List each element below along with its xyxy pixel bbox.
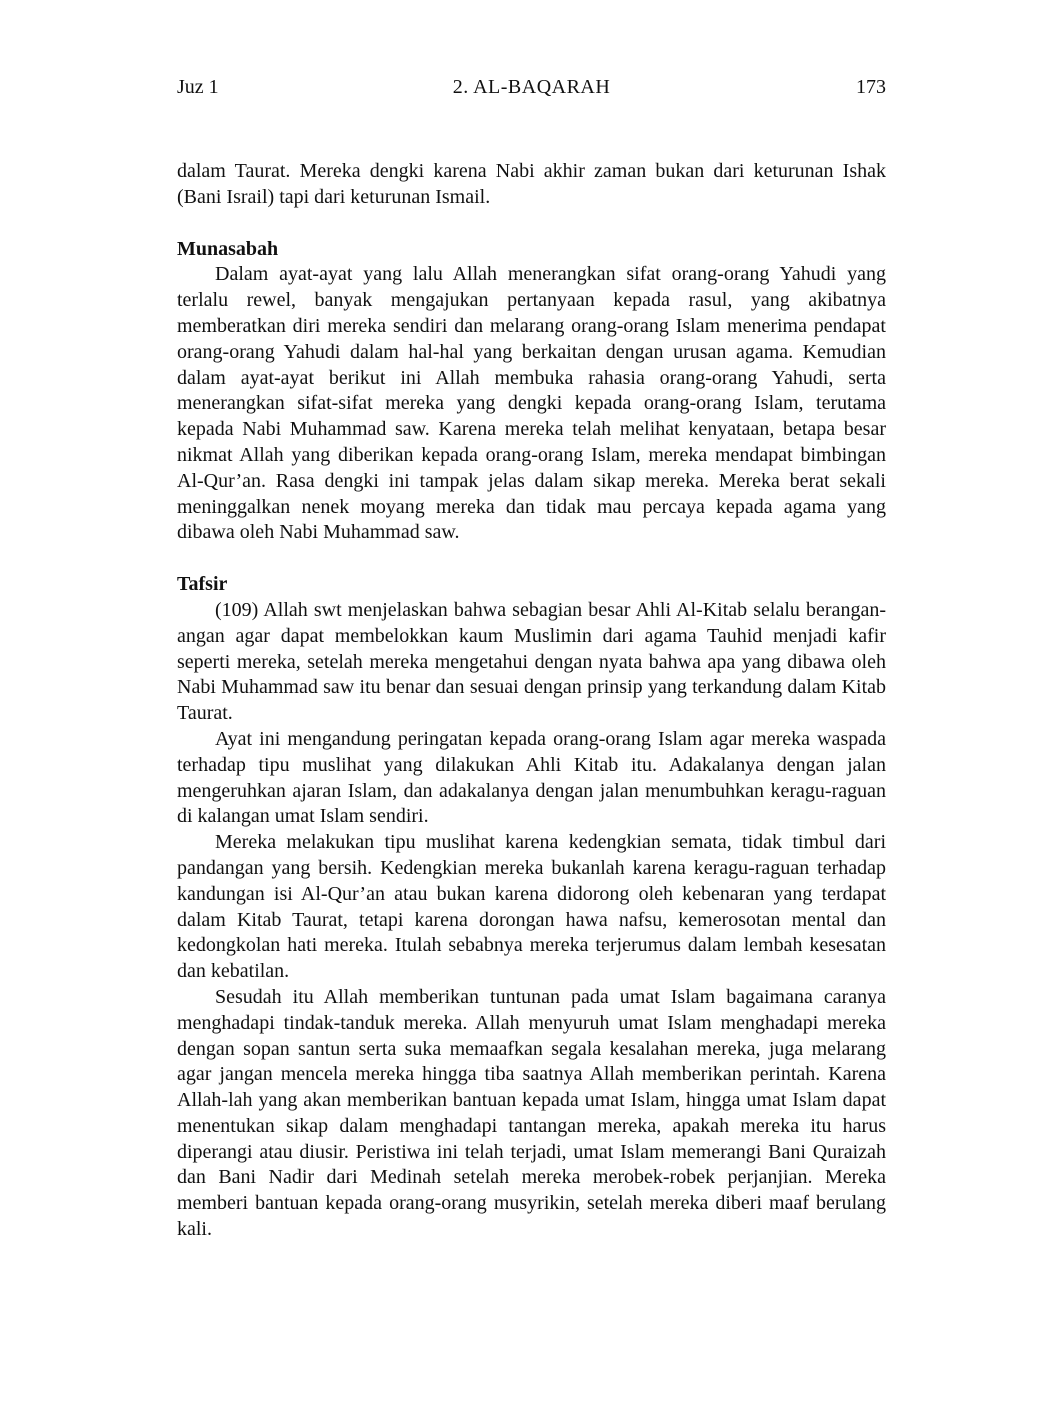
page-number: 173	[856, 76, 886, 98]
paragraph-tafsir-1: (109) Allah swt menjelaskan bahwa sebagian besar Ahli Al-Kitab selalu berangan-angan agar dapat membelokkan kaum Muslimin dari agama Tauhid menjadi kafir seperti mereka, setelah mereka mengetahui dengan nyata bahwa apa yang dibawa oleh Nabi Muhammad saw itu benar dan sesuai dengan prinsip yang terkandung dalam Kitab Taurat.	[177, 598, 886, 725]
section-heading-munasabah: Munasabah	[177, 237, 279, 260]
paragraph-tafsir-2: Ayat ini mengandung peringatan kepada orang-orang Islam agar mereka waspada terhadap tipu muslihat yang dilakukan Ahli Kitab itu. Adakalanya dengan jalan mengeruhkan ajaran Islam, dan adakalanya dengan jalan menumbuhkan keragu-raguan di kalangan umat Islam sendiri.	[177, 727, 886, 828]
paragraph-continuation: dalam Taurat. Mereka dengki karena Nabi akhir zaman bukan dari keturunan Ishak (Bani Israil) tapi dari keturunan Ismail.	[177, 160, 886, 208]
section-heading-tafsir: Tafsir	[177, 573, 228, 596]
surah-title: 2. AL-BAQARAH	[452, 76, 611, 98]
page-body	[177, 159, 886, 1243]
paragraph-munasabah: Dalam ayat-ayat yang lalu Allah menerangkan sifat orang-orang Yahudi yang terlalu rewel, banyak mengajukan pertanyaan kepada rasul, yang akibatnya memberatkan diri mereka sendiri dan melarang orang-orang Islam menerima pendapat orang-orang Yahudi dalam hal-hal yang berkaitan dengan urusan agama. Kemudian dalam ayat-ayat berikut ini Allah membuka rahasia orang-orang Yahudi, serta menerangkan sifat-sifat mereka yang dengki kepada orang-orang Islam, terutama kepada Nabi Muhammad saw. Karena mereka telah melihat kenyataan, betapa besar nikmat Allah yang diberikan kepada orang-orang Islam, mereka mendapat bimbingan Al-Qur’an. Rasa dengki ini tampak jelas dalam sikap mereka. Mereka berat sekali meninggalkan nenek moyang mereka dan tidak mau percaya kepada agama yang dibawa oleh Nabi Muhammad saw.	[177, 263, 886, 544]
juz-label: Juz 1	[177, 76, 219, 98]
paragraph-tafsir-3: Mereka melakukan tipu muslihat karena kedengkian semata, tidak timbul dari pandangan yang bersih. Kedengkian mereka bukanlah karena keragu-raguan terhadap kandungan isi Al-Qur’an atau bukan karena didorong oleh kebenaran yang terdapat dalam Kitab Taurat, tetapi karena dorongan hawa nafsu, kemerosotan mental dan kedongkolan hati mereka. Itulah sebabnya mereka terjerumus dalam lembah kesesatan dan kebatilan.	[177, 831, 886, 983]
paragraph-tafsir-4: Sesudah itu Allah memberikan tuntunan pada umat Islam bagaimana caranya menghadapi tindak-tanduk mereka. Allah menyuruh umat Islam menghadapi mereka dengan sopan santun serta suka memaafkan segala kesalahan mereka, juga melarang agar jangan mencela mereka hingga tiba saatnya Allah memberikan perintah. Karena Allah-lah yang akan memberikan bantuan kepada umat Islam, hingga umat Islam dapat menentukan sikap dalam menghadapi tantangan mereka, apakah mereka itu harus diperangi atau diusir. Peristiwa ini telah terjadi, umat Islam memerangi Bani Quraizah dan Bani Nadir dari Medinah setelah mereka merobek-robek perjanjian. Mereka memberi bantuan kepada orang-orang musyrikin, setelah mereka diberi maaf berulang kali.	[177, 985, 886, 1241]
page-header	[177, 75, 886, 99]
